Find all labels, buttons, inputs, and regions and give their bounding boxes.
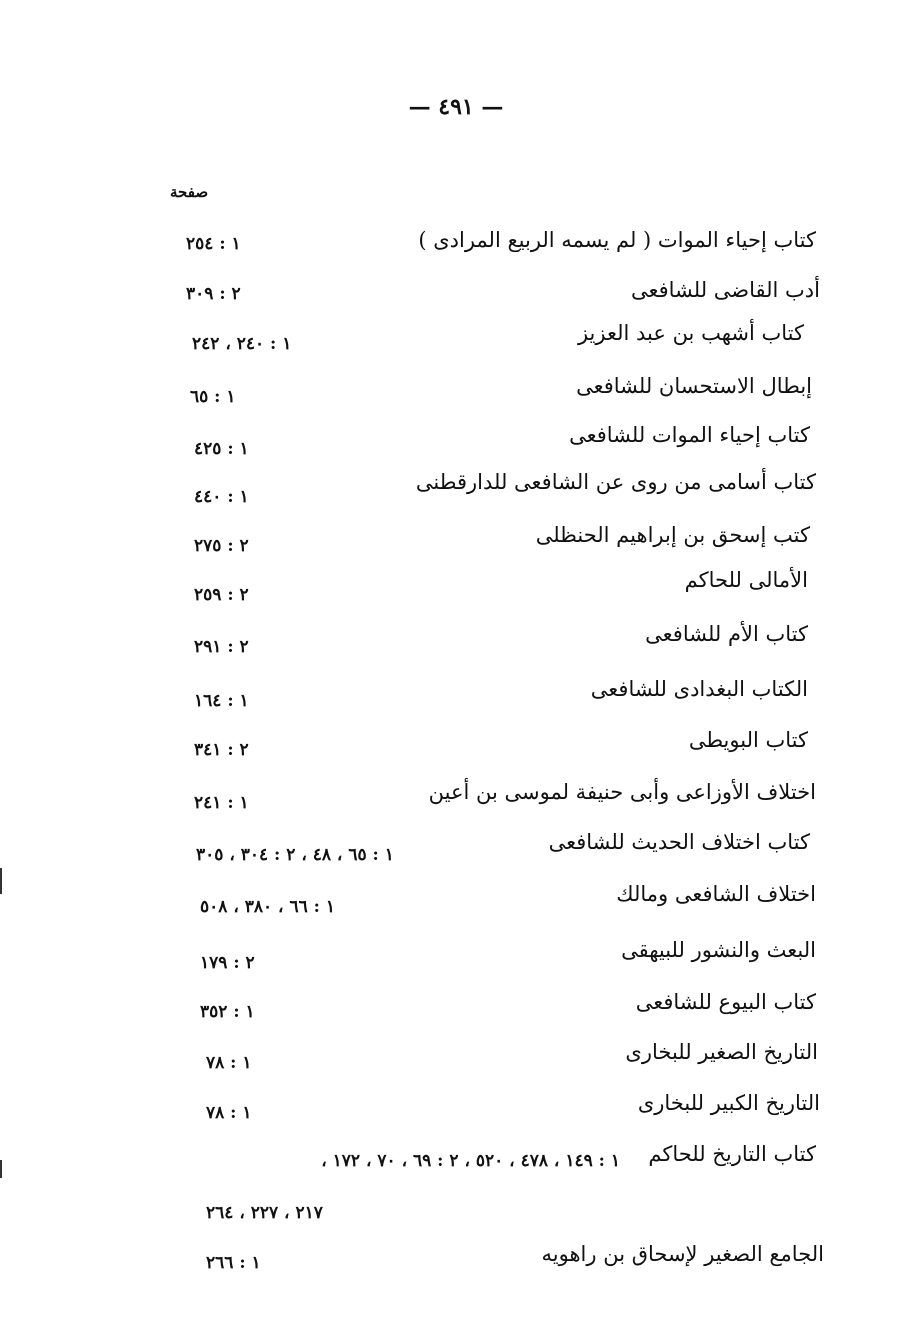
- index-entry-reference-continuation: ٢١٧ ، ٢٢٧ ، ٢٦٤: [206, 1203, 323, 1223]
- index-entry-reference: ١ : ٤٤٠: [194, 487, 249, 507]
- index-entry-title: الجامع الصغير لإسحاق بن راهويه: [541, 1242, 824, 1266]
- index-entry-title: كتاب أشهب بن عبد العزيز: [577, 321, 804, 345]
- index-entry-title: التاريخ الصغير للبخارى: [625, 1040, 818, 1064]
- index-entry-reference: ١ : ١٦٤: [194, 691, 249, 711]
- index-entry-reference: ٢ : ٢٧٥: [194, 536, 249, 556]
- index-entry-reference: ١ : ٢٤٠ ، ٢٤٢: [192, 334, 292, 354]
- index-entry-reference: ١ : ٢٤١: [194, 793, 249, 813]
- index-entry-title: التاريخ الكبير للبخارى: [637, 1091, 820, 1115]
- index-entry-reference: ١ : ١٤٩ ، ٤٧٨ ، ٥٢٠ ، ٢ : ٦٩ ، ٧٠ ، ١٧٢ ،: [321, 1151, 620, 1171]
- index-entry-title: كتاب أسامى من روى عن الشافعى للدارقطنى: [415, 470, 816, 494]
- index-entry-reference: ١ : ٧٨: [206, 1053, 252, 1073]
- index-entry-title: الكتاب البغدادى للشافعى: [590, 677, 808, 701]
- page-number: — ٤٩١ —: [408, 94, 504, 120]
- index-entry-reference: ١ : ٦٥: [190, 387, 236, 407]
- index-entry-title: كتاب التاريخ للحاكم: [648, 1142, 816, 1166]
- index-entry-reference: ٢ : ٢٩١: [194, 637, 249, 657]
- index-entry-title: كتاب البويطى: [688, 728, 808, 752]
- index-entry-title: كتب إسحق بن إبراهيم الحنظلى: [535, 523, 810, 547]
- scan-edge-mark: [0, 868, 2, 894]
- index-entry-reference: ١ : ٧٨: [206, 1103, 252, 1123]
- index-entry-title: كتاب إحياء الموات للشافعى: [569, 423, 810, 447]
- index-entry-title: أدب القاضى للشافعى: [630, 278, 820, 302]
- index-entry-reference: ١ : ٤٢٥: [194, 439, 249, 459]
- index-entry-title: اختلاف الشافعى ومالك: [616, 882, 816, 906]
- index-entry-title: الأمالى للحاكم: [684, 568, 808, 592]
- index-entry-title: كتاب إحياء الموات ( لم يسمه الربيع المرادى ): [418, 228, 816, 252]
- index-entry-title: كتاب البيوع للشافعى: [635, 990, 816, 1014]
- scan-edge-mark: [0, 1160, 2, 1178]
- index-entry-title: كتاب الأم للشافعى: [645, 622, 808, 646]
- index-entry-reference: ٢ : ٣٤١: [194, 740, 249, 760]
- index-entry-reference: ١ : ٣٥٢: [200, 1002, 255, 1022]
- index-entry-reference: ١ : ٢٦٦: [206, 1253, 261, 1273]
- index-entry-title: كتاب اختلاف الحديث للشافعى: [548, 830, 810, 854]
- index-entry-title: البعث والنشور للبيهقى: [621, 938, 816, 962]
- page-column-label: صفحة: [170, 183, 209, 201]
- index-entry-reference: ١ : ٦٥ ، ٤٨ ، ٢ : ٣٠٤ ، ٣٠٥: [196, 845, 394, 865]
- index-entry-reference: ٢ : ١٧٩: [200, 953, 255, 973]
- index-entry-reference: ١ : ٢٥٤: [186, 234, 241, 254]
- index-entry-title: اختلاف الأوزاعى وأبى حنيفة لموسى بن أعين: [428, 780, 816, 804]
- index-entry-title: إبطال الاستحسان للشافعى: [576, 374, 812, 398]
- index-entry-reference: ٢ : ٣٠٩: [186, 284, 241, 304]
- index-entry-reference: ٢ : ٢٥٩: [194, 585, 249, 605]
- index-entry-reference: ١ : ٦٦ ، ٣٨٠ ، ٥٠٨: [200, 897, 335, 917]
